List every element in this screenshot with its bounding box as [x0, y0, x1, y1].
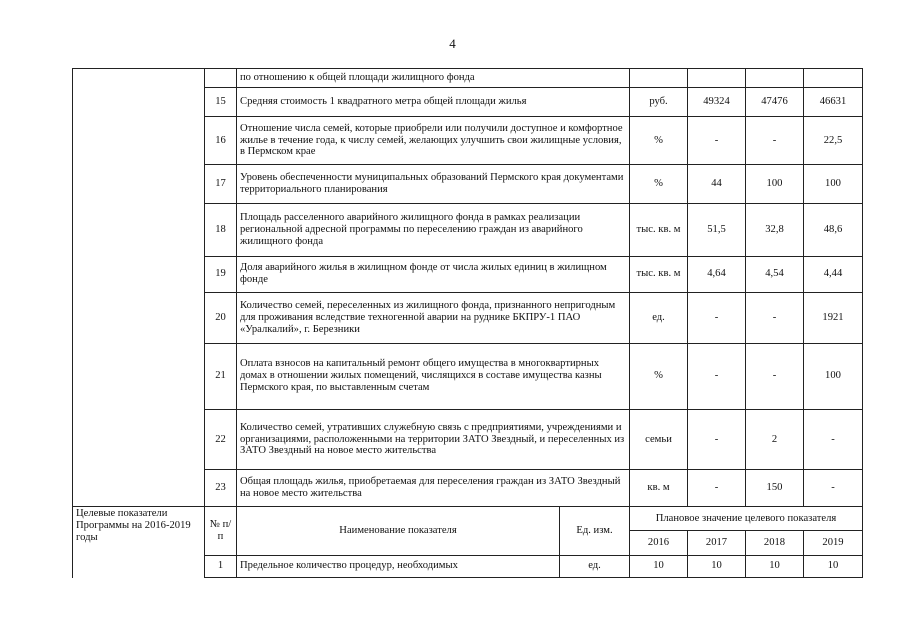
section-label: Целевые показатели Программы на 2016-2019 годы: [73, 506, 205, 577]
left-column-cell: [73, 69, 205, 507]
table-row: [73, 69, 863, 88]
unit-cell: [630, 69, 688, 88]
value-cell: [804, 69, 863, 88]
indicator-name: Общая площадь жилья, приобретаемая для переселения граждан из ЗАТО Звездный на новое место жительства: [237, 470, 630, 507]
value-cell: 10: [688, 555, 746, 577]
value-cell: 44: [688, 165, 746, 204]
value-cell: 2: [746, 409, 804, 470]
value-cell: 100: [804, 165, 863, 204]
value-cell: -: [688, 343, 746, 409]
value-cell: 48,6: [804, 203, 863, 256]
unit-cell: тыс. кв. м: [630, 256, 688, 293]
value-cell: 47476: [746, 88, 804, 116]
indicator-name: Доля аварийного жилья в жилищном фонде от числа жилых единиц в жилищном фонде: [237, 256, 630, 293]
indicators-table: [72, 68, 862, 578]
indicator-name: Количество семей, переселенных из жилищного фонда, признанного непригодным для проживания вследствие техногенной аварии на руднике БКПРУ-1 ПАО «Уралкалий», г. Березники: [237, 293, 630, 344]
row-number: 15: [205, 88, 237, 116]
unit-cell: %: [630, 343, 688, 409]
value-cell: [688, 69, 746, 88]
indicator-name: Средняя стоимость 1 квадратного метра общей площади жилья: [237, 88, 630, 116]
page-number: 4: [449, 36, 456, 51]
column-header-plan: Плановое значение целевого показателя: [630, 506, 863, 530]
unit-cell: %: [630, 165, 688, 204]
unit-cell: ед.: [560, 555, 630, 577]
row-number: [205, 69, 237, 88]
value-cell: 10: [746, 555, 804, 577]
indicator-name: Оплата взносов на капитальный ремонт общего имущества в многоквартирных домах в отношении жилых помещений, числящихся в составе имущества казны Пермского края, по выставленным счетам: [237, 343, 630, 409]
value-cell: 10: [630, 555, 688, 577]
unit-cell: ед.: [630, 293, 688, 344]
column-header-number: № п/п: [205, 506, 237, 555]
unit-cell: семьи: [630, 409, 688, 470]
column-header-name: Наименование показателя: [237, 506, 560, 555]
value-cell: 51,5: [688, 203, 746, 256]
value-cell: 22,5: [804, 116, 863, 165]
unit-cell: кв. м: [630, 470, 688, 507]
value-cell: 4,54: [746, 256, 804, 293]
indicator-name: Количество семей, утративших служебную связь с предприятиями, учреждениями и организациями, расположенными на территории ЗАТО Звездный, и переселенных из ЗАТО Звездный на новое место жительства: [237, 409, 630, 470]
indicator-name: по отношению к общей площади жилищного фонда: [237, 69, 630, 88]
value-cell: -: [746, 343, 804, 409]
value-cell: 4,44: [804, 256, 863, 293]
value-cell: 10: [804, 555, 863, 577]
year-2018: 2018: [746, 531, 804, 555]
value-cell: -: [804, 470, 863, 507]
value-cell: 1921: [804, 293, 863, 344]
year-2016: 2016: [630, 531, 688, 555]
row-number: 22: [205, 409, 237, 470]
row-number: 20: [205, 293, 237, 344]
year-2017: 2017: [688, 531, 746, 555]
value-cell: 4,64: [688, 256, 746, 293]
row-number: 1: [205, 555, 237, 577]
value-cell: 32,8: [746, 203, 804, 256]
column-header-unit: Ед. изм.: [560, 506, 630, 555]
value-cell: 100: [746, 165, 804, 204]
value-cell: [746, 69, 804, 88]
value-cell: -: [688, 409, 746, 470]
row-number: 21: [205, 343, 237, 409]
indicator-name: Уровень обеспеченности муниципальных образований Пермского края документами территориального планирования: [237, 165, 630, 204]
value-cell: -: [688, 116, 746, 165]
value-cell: -: [746, 116, 804, 165]
section-header-row: [73, 506, 863, 530]
row-number: 23: [205, 470, 237, 507]
row-number: 16: [205, 116, 237, 165]
value-cell: -: [688, 470, 746, 507]
value-cell: 100: [804, 343, 863, 409]
row-number: 17: [205, 165, 237, 204]
year-2019: 2019: [804, 531, 863, 555]
value-cell: 150: [746, 470, 804, 507]
indicator-name: Отношение числа семей, которые приобрели или получили доступное и комфортное жилье в течение года, к числу семей, желающих улучшить свои жилищные условия, в Пермском крае: [237, 116, 630, 165]
value-cell: -: [804, 409, 863, 470]
value-cell: -: [746, 293, 804, 344]
indicator-name: Площадь расселенного аварийного жилищного фонда в рамках реализации региональной адресной программы по переселению граждан из аварийного жилищного фонда: [237, 203, 630, 256]
indicator-name: Предельное количество процедур, необходимых: [237, 555, 560, 577]
value-cell: 49324: [688, 88, 746, 116]
value-cell: -: [688, 293, 746, 344]
row-number: 18: [205, 203, 237, 256]
unit-cell: руб.: [630, 88, 688, 116]
unit-cell: %: [630, 116, 688, 165]
value-cell: 46631: [804, 88, 863, 116]
unit-cell: тыс. кв. м: [630, 203, 688, 256]
row-number: 19: [205, 256, 237, 293]
